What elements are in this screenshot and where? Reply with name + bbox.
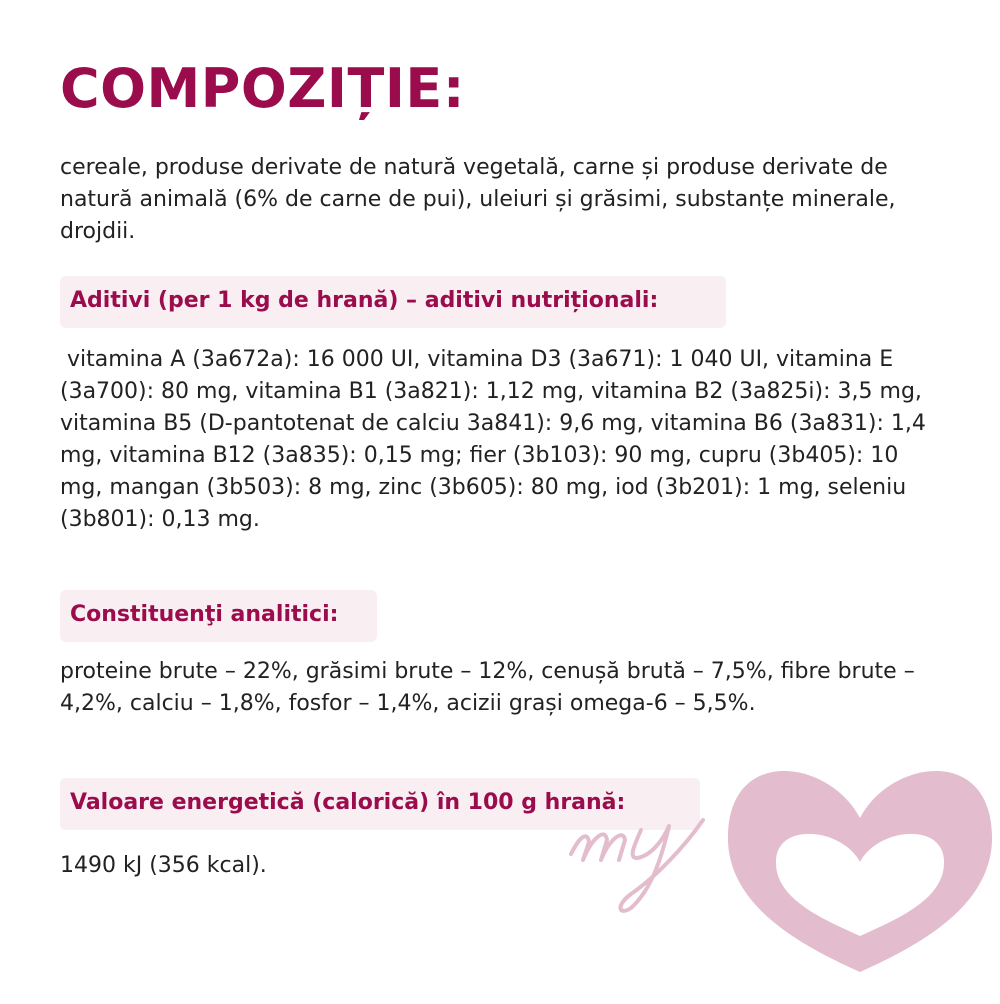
analytical-constituents-text: proteine brute – 22%, grăsimi brute – 12%, cenușă brută – 7,5%, fibre brute – 4,2%, calciu – 1,8%, fosfor – 1,4%, acizii grași omega-6 – 5,5%. <box>60 659 922 716</box>
brand-logo <box>720 740 1000 1000</box>
energy-value-text: 1490 kJ (356 kcal). <box>60 853 267 878</box>
section-heading-constituenti: Constituenţi analitici: <box>60 590 377 642</box>
section-heading-energie: Valoare energetică (calorică) în 100 g hrană: <box>60 778 700 830</box>
heart-icon <box>720 740 1000 1000</box>
ingredients-text: cereale, produse derivate de natură vegetală, carne și produse derivate de natură animală (6% de carne de pui), uleiuri și grăsimi, substanțe minerale, drojdii. <box>60 155 903 244</box>
logo-script-my <box>565 790 735 920</box>
section-heading-aditivi: Aditivi (per 1 kg de hrană) – aditivi nutriționali: <box>60 276 726 328</box>
page-title: COMPOZIȚIE: <box>60 57 465 120</box>
additives-text: vitamina A (3a672a): 16 000 UI, vitamina D3 (3a671): 1 040 UI, vitamina E (3a700): 80 mg, vitamina B1 (3a821): 1,12 mg, vitamina B2 (3a825i): 3,5 mg, vitamina B5 (D-pantotenat de calciu 3a841): 9,6 mg, vitamina B6 (3a831): 1,4 mg, vitamina B12 (3a835): 0,15 mg; fier (3b103): 90 mg, cupru (3b405): 10 mg, mangan (3b503): 8 mg, zinc (3b605): 80 mg, iod (3b201): 1 mg, seleniu (3b801): 0,13 mg. <box>60 347 933 532</box>
